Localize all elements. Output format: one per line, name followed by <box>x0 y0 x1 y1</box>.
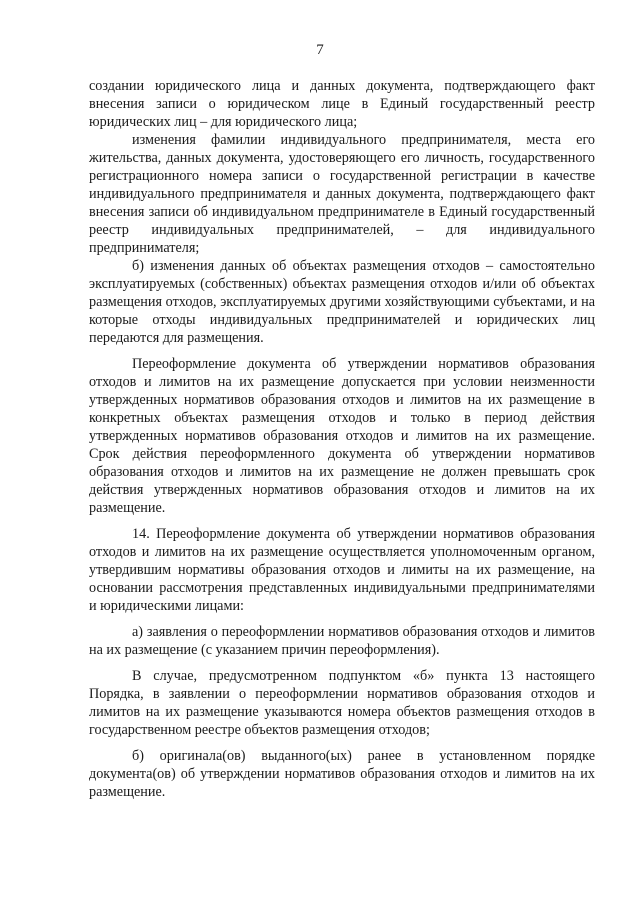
paragraph-entrepreneur-changes: изменения фамилии индивидуального предпринимателя, места его жительства, данных документа, удостоверяющего его личность, государственного регистрационного номера записи о государственной регистрации в качестве индивидуального предпринимателя и данных документа, подтверждающего факт внесения записи об индивидуальном предпринимателе в Единый государственный реестр индивидуальных предпринимателей, – для индивидуального предпринимателя; <box>89 132 595 256</box>
paragraph-subitem-b-waste-sites: б) изменения данных об объектах размещения отходов – самостоятельно эксплуатируемых (собственных) объектах размещения отходов и/или об объектах размещения отходов, эксплуатируемых другими хозяйствующими субъектами, и на которые отходы индивидуальных предпринимателей и юридических лиц передаются для размещения. <box>89 258 595 346</box>
paragraph-subitem-a-application: а) заявления о переоформлении нормативов образования отходов и лимитов на их размещение (с указанием причин переоформления). <box>89 624 595 658</box>
paragraph-subitem-b-originals: б) оригинала(ов) выданного(ых) ранее в установленном порядке документа(ов) об утверждении нормативов образования отходов и лимитов на их размещение. <box>89 748 595 800</box>
page-number: 7 <box>316 42 324 58</box>
paragraph-legal-entity-continuation: создании юридического лица и данных документа, подтверждающего факт внесения записи о юридическом лице в Единый государственный реестр юридических лиц – для юридического лица; <box>89 78 595 130</box>
paragraph-item-14: 14. Переоформление документа об утверждении нормативов образования отходов и лимитов на их размещение осуществляется уполномоченным органом, утвердившим нормативы образования отходов и лимиты на их размещение, на основании рассмотрения представленных индивидуальными предпринимателями и юридическими лицами: <box>89 526 595 614</box>
paragraph-reissue-conditions: Переоформление документа об утверждении нормативов образования отходов и лимитов на их размещение допускается при условии неизменности утвержденных нормативов образования отходов и лимитов на их размещение в конкретных объектах размещения отходов и только в период действия утвержденных нормативов образования отходов и лимитов на их размещение. Срок действия переоформленного документа об утверждении нормативов образования отходов и лимитов на их размещение не должен превышать срок действия утвержденных нормативов образования отходов и лимитов на их размещение. <box>89 356 595 516</box>
document-body <box>89 77 595 801</box>
paragraph-case-item-13b: В случае, предусмотренном подпунктом «б» пункта 13 настоящего Порядка, в заявлении о переоформлении нормативов образования отходов и лимитов на их размещение указываются номера объектов размещения отходов в государственном реестре объектов размещения отходов; <box>89 668 595 738</box>
